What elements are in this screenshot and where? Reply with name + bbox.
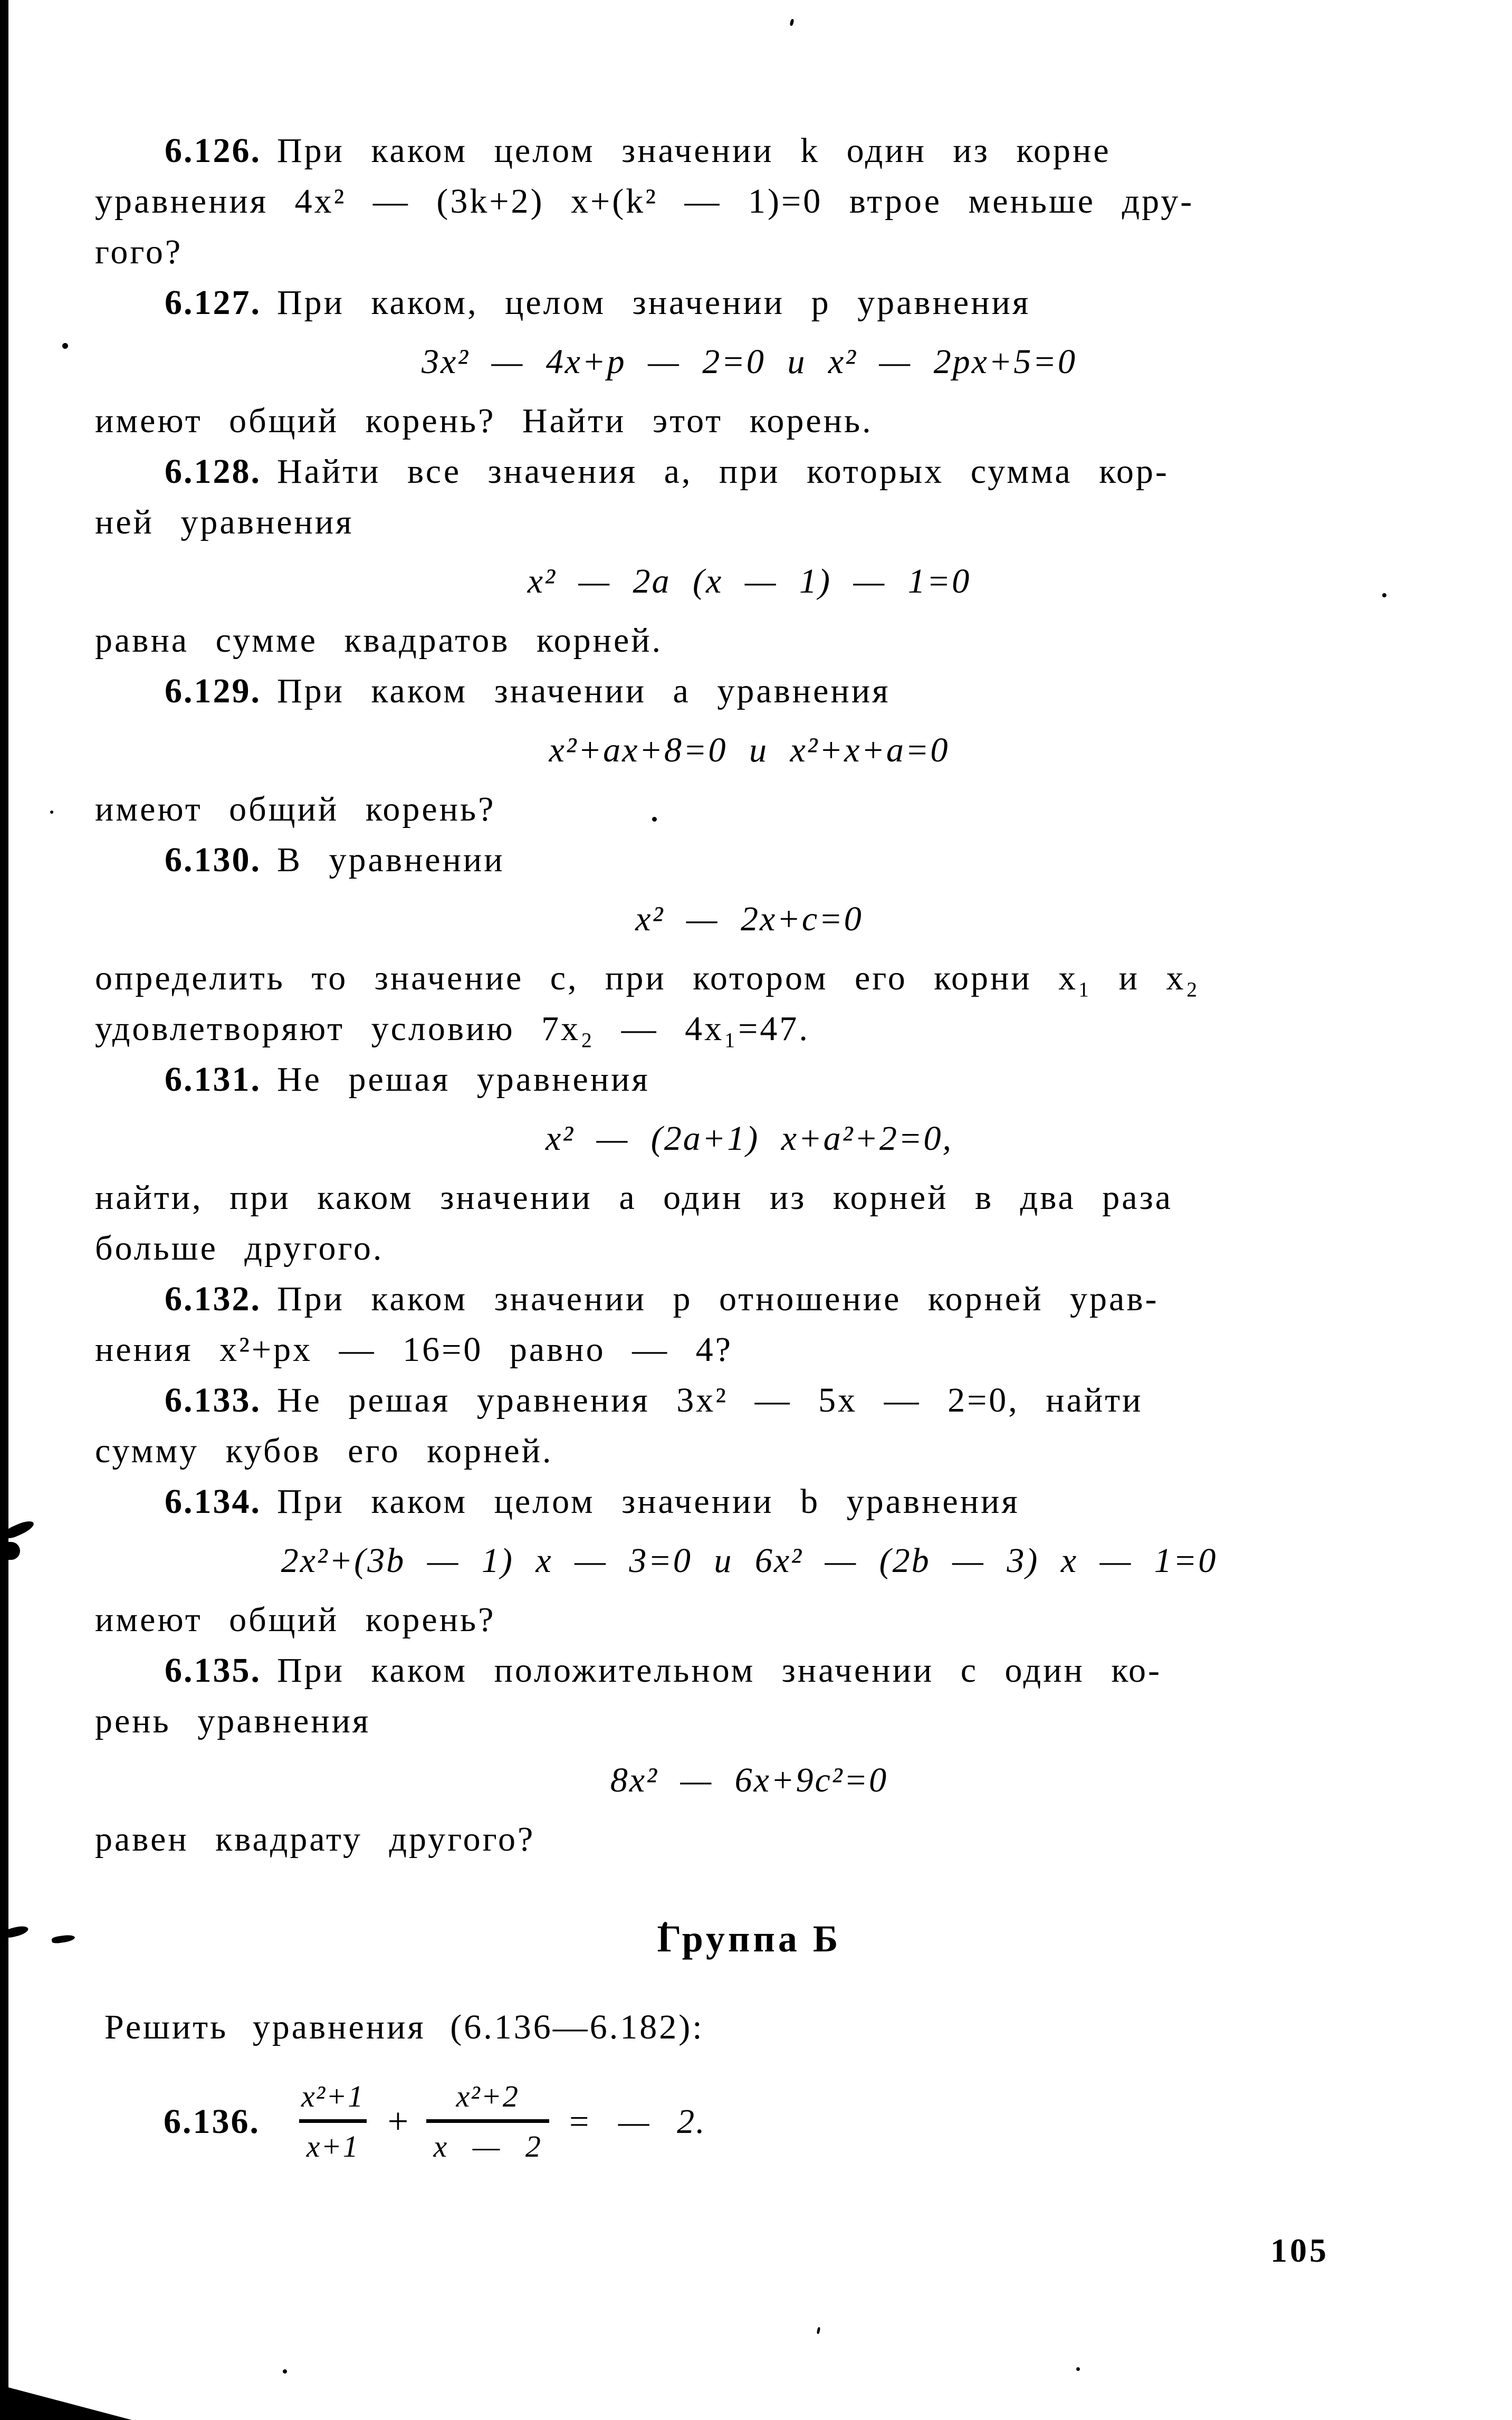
line-text: имеют общий корень? [95, 1600, 496, 1639]
fraction-denominator: x+1 [299, 2119, 367, 2167]
line-text: 3x² — 4x+p — 2=0 и x² — 2px+5=0 [422, 342, 1077, 381]
problem-number: 6.135. [165, 1651, 261, 1690]
equation-line [95, 894, 1403, 945]
scan-speck [283, 2369, 287, 2374]
text-line [95, 615, 1403, 666]
line-text: равен квадрату другого? [95, 1820, 535, 1859]
line-text: найти, при каком значении a один из корней в два раза [95, 1178, 1173, 1217]
problem-lines [95, 126, 1403, 1865]
line-text: Не решая уравнения [277, 1060, 650, 1099]
scan-edge-bar [0, 0, 8, 2420]
line-text: x² — 2a (x — 1) — 1=0 [527, 562, 971, 601]
text-line [95, 176, 1403, 227]
equation-line [95, 1113, 1403, 1164]
problem-6136 [95, 2076, 1403, 2167]
plus-operator: + [385, 2101, 413, 2142]
scan-edge-hook [2, 1542, 20, 1560]
fraction-2 [426, 2076, 549, 2167]
text-line [95, 278, 1403, 328]
text-line [95, 446, 1403, 497]
equation-line [95, 1755, 1403, 1806]
text-line [95, 1054, 1403, 1105]
line-text: Найти все значения a, при которых сумма кор- [277, 452, 1169, 491]
line-text: имеют общий корень? Найти этот корень. [95, 402, 873, 440]
line-text: нения x²+px — 16=0 равно — 4? [95, 1330, 733, 1369]
text-line [95, 953, 1403, 1004]
text-line [95, 1595, 1403, 1645]
line-text: x² — (2a+1) x+a²+2=0, [546, 1119, 953, 1158]
line-text: 2x²+(3b — 1) x — 3=0 и 6x² — (2b — 3) x — 1=0 [281, 1541, 1218, 1580]
scan-speck [50, 811, 53, 814]
fraction-denominator: x — 2 [426, 2119, 549, 2167]
equation-line [95, 1536, 1403, 1586]
line-text: гого? [95, 233, 183, 271]
problem-number: 6.128. [165, 452, 261, 491]
problem-number: 6.134. [165, 1482, 261, 1521]
line-text: При каком значении p отношение корней урав- [277, 1280, 1159, 1318]
line-text: сумму кубов его корней. [95, 1432, 553, 1470]
scan-speck [1076, 2367, 1080, 2371]
line-text: В уравнении [277, 841, 505, 879]
line-text: ней уравнения [95, 503, 354, 541]
text-line [95, 1274, 1403, 1325]
text-line [95, 1814, 1403, 1865]
text-line [95, 1223, 1403, 1274]
line-text: При каком, целом значении p уравнения [277, 283, 1031, 322]
text-line [95, 227, 1403, 278]
intro-line: Решить уравнения (6.136—6.182): [104, 2008, 704, 2046]
problem-number: 6.131. [165, 1060, 261, 1099]
line-text: При каком значении a уравнения [277, 672, 891, 710]
problem-number: 6.129. [165, 672, 261, 710]
scan-corner-mark [0, 2385, 132, 2420]
text-line [95, 126, 1403, 176]
line-text: При каком целом значении k один из корне [277, 131, 1111, 170]
problem-number: 6.136. [164, 2102, 260, 2141]
text-line [95, 1325, 1403, 1375]
line-text: При каком положительном значении c один ко- [277, 1651, 1162, 1690]
problem-number: 6.132. [165, 1280, 261, 1318]
equation-line [95, 725, 1403, 776]
line-text: равна сумме квадратов корней. [95, 621, 663, 660]
line-text: больше другого. [95, 1229, 384, 1268]
equation-line [95, 337, 1403, 387]
line-text: x² — 2x+c=0 [635, 900, 863, 938]
line-text: x²+ax+8=0 и x²+x+a=0 [549, 731, 950, 769]
page-number: 105 [1270, 2232, 1329, 2269]
line-text: удовлетворяют условию 7x₂ — 4x₁=47. [95, 1009, 810, 1048]
scan-edge-hook [51, 1934, 75, 1944]
text-line [95, 1004, 1403, 1054]
text-line [95, 497, 1403, 548]
text-line [95, 784, 1403, 835]
scan-speck [62, 343, 68, 349]
equation-line [95, 556, 1403, 607]
page-text-block [95, 126, 1403, 2167]
text-line [95, 666, 1403, 717]
text-line [95, 1173, 1403, 1223]
text-line [95, 1426, 1403, 1476]
group-heading: Группа Б [657, 1918, 841, 1960]
problem-number: 6.127. [165, 283, 261, 322]
fraction-numerator: x²+1 [301, 2079, 365, 2113]
problem-number: 6.133. [165, 1381, 261, 1419]
text-line [95, 1476, 1403, 1527]
problem-number: 6.126. [165, 131, 261, 170]
line-text: Не решая уравнения 3x² — 5x — 2=0, найти [277, 1381, 1143, 1419]
problem-number: 6.130. [165, 841, 261, 879]
text-line [95, 396, 1403, 446]
line-text: имеют общий корень? [95, 790, 496, 828]
fraction-1 [294, 2076, 371, 2167]
line-text: уравнения 4x² — (3k+2) x+(k² — 1)=0 втрое меньше дру- [95, 182, 1194, 221]
line-text: 8x² — 6x+9c²=0 [610, 1761, 888, 1799]
scan-speck [817, 2327, 821, 2335]
scan-speck [790, 18, 795, 26]
line-text: При каком целом значении b уравнения [277, 1482, 1020, 1521]
line-text: определить то значение c, при котором его корни x₁ и x₂ [95, 959, 1200, 997]
text-line [95, 1645, 1403, 1696]
fraction-numerator: x²+2 [456, 2079, 519, 2113]
text-line [95, 1696, 1403, 1747]
line-text: рень уравнения [95, 1702, 371, 1740]
text-line [95, 1375, 1403, 1426]
equation-rhs: = — 2. [567, 2102, 706, 2141]
text-line [95, 835, 1403, 885]
